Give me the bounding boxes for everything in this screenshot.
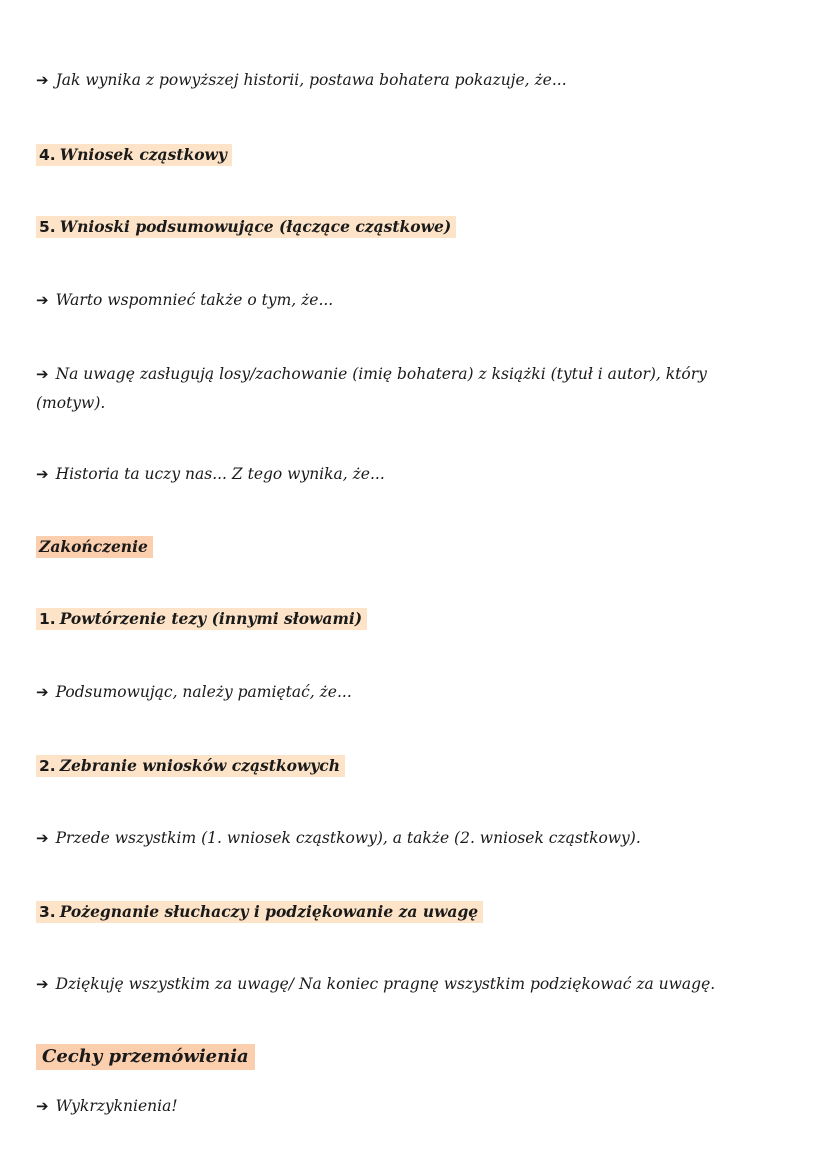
paragraph-hero-fate: ➔ Na uwagę zasługują losy/zachowanie (imię bohatera) z książki (tytuł i autor), który (motyw).	[36, 365, 707, 412]
heading-gather-conclusions: 2. Zebranie wniosków cząstkowych	[36, 755, 345, 777]
section-heading-speech-features: Cechy przemówienia	[36, 1044, 255, 1070]
right-arrow-icon: ➔	[36, 1097, 49, 1115]
right-arrow-icon: ➔	[36, 829, 49, 847]
right-arrow-icon: ➔	[36, 365, 49, 383]
heading-farewell: 3. Pożegnanie słuchaczy i podziękowanie za uwagę	[36, 901, 483, 923]
right-arrow-icon: ➔	[36, 465, 49, 483]
right-arrow-icon: ➔	[36, 683, 49, 701]
heading-thesis-repeat: 1. Powtórzenie tezy (innymi słowami)	[36, 608, 367, 630]
right-arrow-icon: ➔	[36, 71, 49, 89]
paragraph-story-teaches: ➔ Historia ta uczy nas... Z tego wynika, że...	[36, 465, 385, 483]
heading-partial-conclusion: 4. Wniosek cząstkowy	[36, 144, 232, 166]
paragraph-thank-you: ➔ Dziękuję wszystkim za uwagę/ Na koniec pragnę wszystkim podziękować za uwagę.	[36, 975, 716, 993]
paragraph-summarizing: ➔ Podsumowując, należy pamiętać, że...	[36, 683, 352, 701]
paragraph-first-of-all: ➔ Przede wszystkim (1. wniosek cząstkowy), a także (2. wniosek cząstkowy).	[36, 829, 641, 847]
paragraph-conclusion-hint: ➔ Jak wynika z powyższej historii, postawa bohatera pokazuje, że...	[36, 71, 567, 89]
section-heading-ending: Zakończenie	[36, 536, 153, 558]
paragraph-exclamations: ➔ Wykrzyknienia!	[36, 1097, 178, 1115]
right-arrow-icon: ➔	[36, 291, 49, 309]
paragraph-worth-mentioning: ➔ Warto wspomnieć także o tym, że...	[36, 291, 334, 309]
heading-summary-conclusions: 5. Wnioski podsumowujące (łączące cząstkowe)	[36, 216, 456, 238]
right-arrow-icon: ➔	[36, 975, 49, 993]
